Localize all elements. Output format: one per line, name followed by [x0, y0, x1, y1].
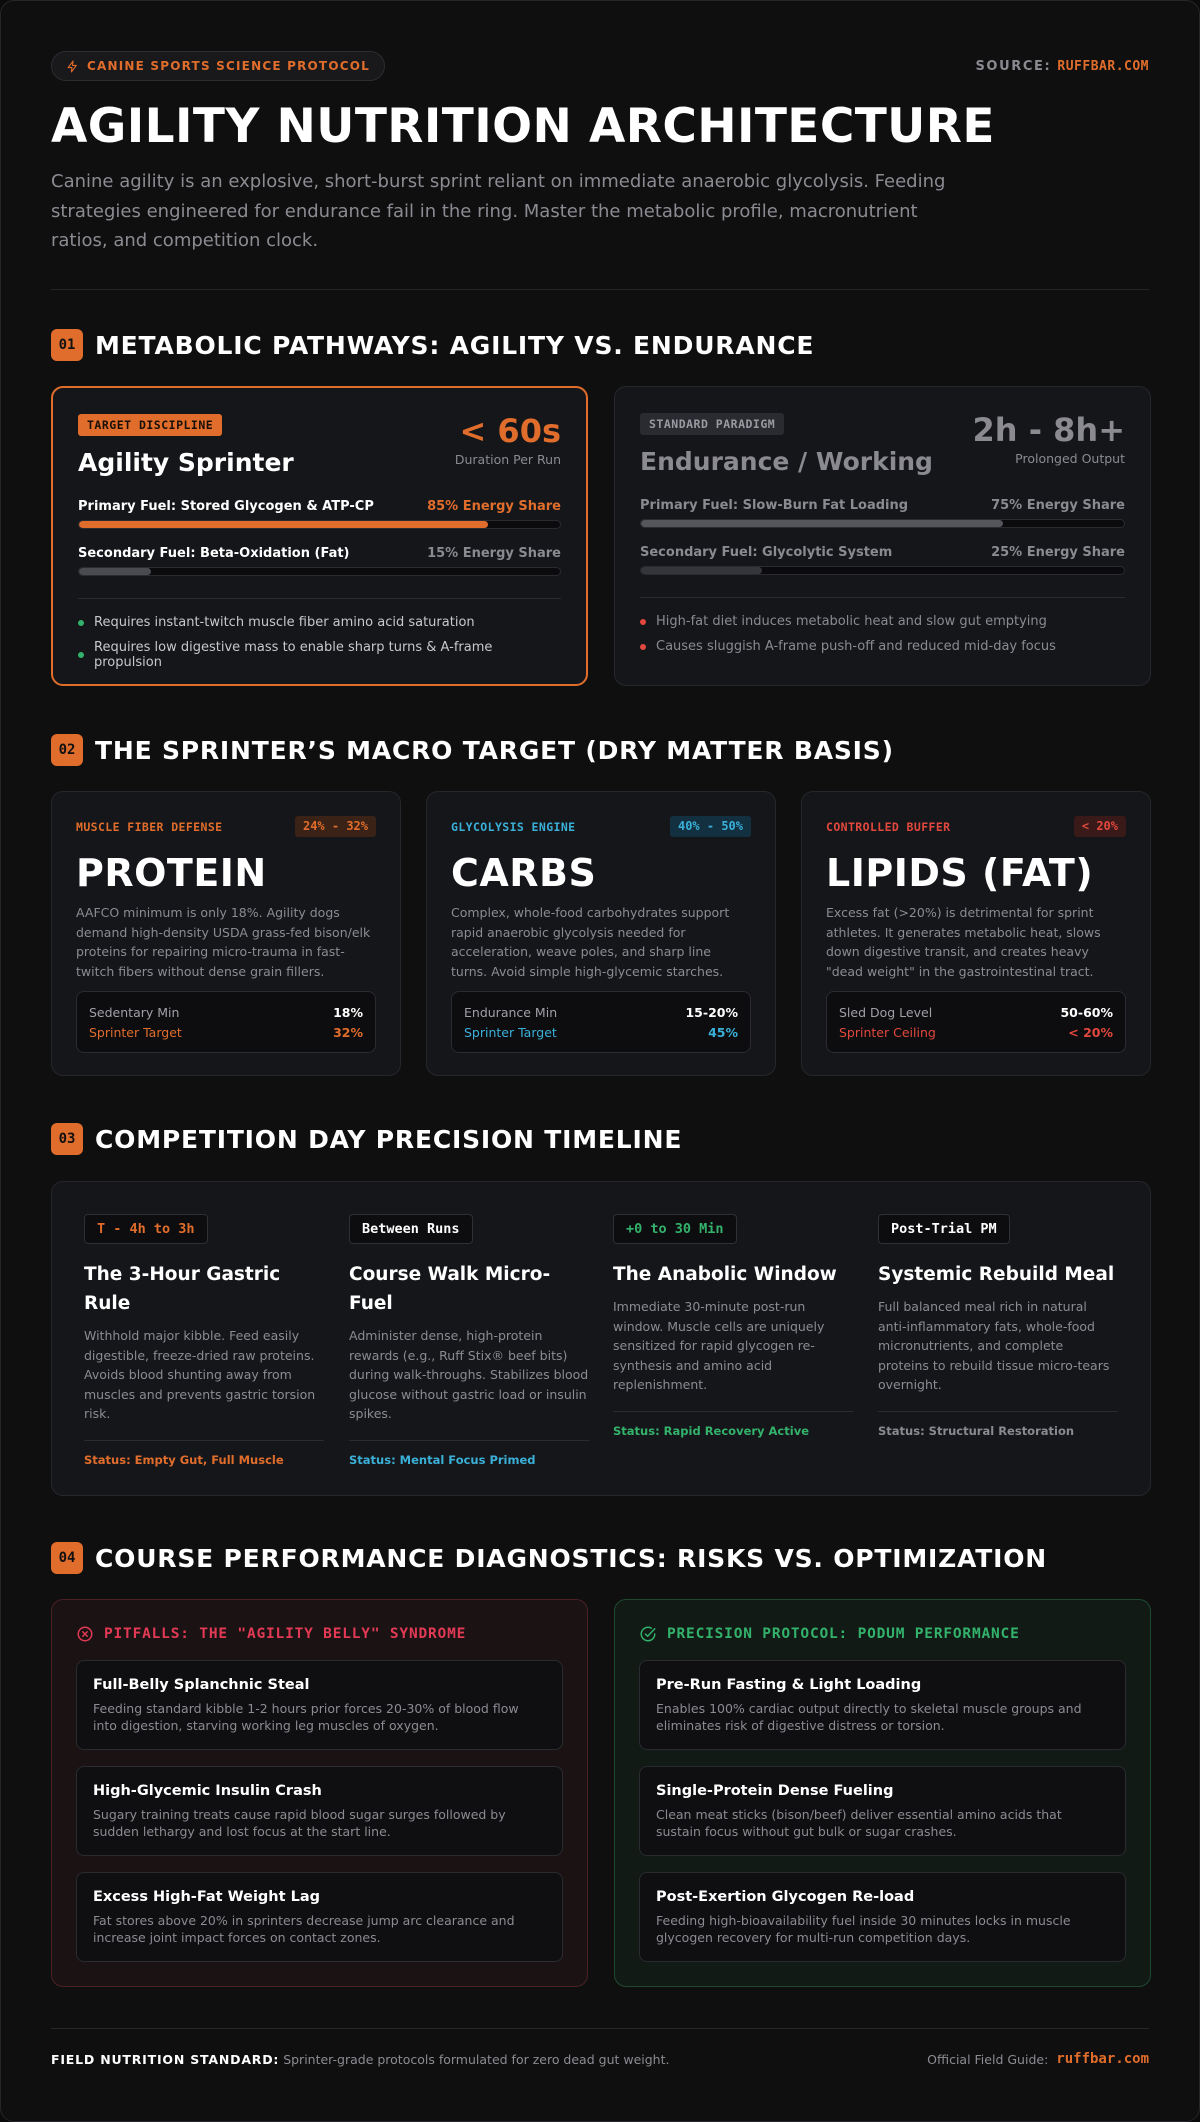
compare-value: 18% — [333, 1005, 363, 1020]
macro-compare-box — [76, 991, 376, 1053]
footer-guide — [927, 2051, 1149, 2067]
pitfall-description: Sugary training treats cause rapid blood sugar surges followed by sudden lethargy and lost focus at the start line. — [93, 1807, 506, 1839]
section-header-macros — [51, 734, 894, 766]
protocol-item-description: Feeding high-bioavailability fuel inside 30 minutes locks in muscle glycogen recovery for multi-run competition days. — [656, 1913, 1071, 1945]
protocol-item-title: Single-Protein Dense Fueling — [656, 1783, 894, 1799]
protocol-header — [639, 1622, 1126, 1646]
fuel-label: Primary Fuel: Slow-Burn Fat Loading — [640, 498, 909, 513]
pathway-stat-label: Duration Per Run — [454, 452, 561, 467]
timeline-time-badge: Between Runs — [349, 1214, 473, 1244]
macro-label: MUSCLE FIBER DEFENSE — [76, 819, 223, 834]
protocol-item-description: Enables 100% cardiac output directly to skeletal muscle groups and eliminates risk of digestive distress or torsion. — [656, 1701, 1082, 1733]
timeline-time-badge: T - 4h to 3h — [84, 1214, 208, 1244]
eyebrow-badge — [51, 51, 385, 81]
pathway-divider — [78, 598, 561, 599]
protocol-item-title: Post-Exertion Glycogen Re-load — [656, 1889, 915, 1905]
macro-card-carbs — [426, 791, 776, 1076]
section-header-diagnostics — [51, 1542, 1047, 1574]
timeline-title: The Anabolic Window — [613, 1264, 837, 1285]
protocol-item-description: Clean meat sticks (bison/beef) deliver essential amino acids that sustain focus without gut bulk or sugar crashes. — [656, 1807, 1062, 1839]
section-title: METABOLIC PATHWAYS: AGILITY VS. ENDURANCE — [95, 330, 815, 360]
pathway-bullet — [640, 639, 1125, 654]
macro-name: CARBS — [451, 851, 597, 895]
bullet-dot — [640, 619, 646, 625]
timeline-divider — [878, 1411, 1118, 1412]
pathway-name: Agility Sprinter — [78, 448, 294, 477]
fuel-share: 85% Energy Share — [427, 499, 561, 514]
macro-range-badge: 40% - 50% — [670, 816, 751, 837]
target-label: Sprinter Ceiling — [839, 1025, 936, 1040]
footer — [51, 2051, 1149, 2067]
target-value: 32% — [333, 1025, 363, 1040]
macro-name: LIPIDS (FAT) — [826, 851, 1094, 895]
footer-brand-link[interactable]: ruffbar.com — [1056, 2051, 1149, 2067]
fuel-secondary — [78, 546, 561, 576]
section-title: COURSE PERFORMANCE DIAGNOSTICS: RISKS VS. OPTIMIZATION — [95, 1543, 1047, 1573]
source-link[interactable]: RUFFBAR.COM — [1057, 58, 1149, 74]
bullet-text: Requires instant-twitch muscle fiber amino acid saturation — [94, 615, 475, 630]
protocol-panel — [614, 1599, 1151, 1987]
protocol-item — [639, 1766, 1126, 1856]
fuel-bar-fill — [641, 567, 762, 574]
protocol-item — [639, 1660, 1126, 1750]
compare-label: Sedentary Min — [89, 1005, 180, 1020]
timeline-step — [349, 1214, 589, 1467]
macro-label: GLYCOLYSIS ENGINE — [451, 819, 576, 834]
compare-label: Endurance Min — [464, 1005, 558, 1020]
pathway-stat — [973, 411, 1125, 466]
target-value: 45% — [708, 1025, 738, 1040]
macro-compare-box — [826, 991, 1126, 1053]
protocol-title: PRECISION PROTOCOL: PODUM PERFORMANCE — [667, 1626, 1020, 1642]
macro-label: CONTROLLED BUFFER — [826, 819, 951, 834]
pitfalls-title: PITFALLS: THE "AGILITY BELLY" SYNDROME — [104, 1626, 467, 1642]
pitfall-title: Full-Belly Splanchnic Steal — [93, 1677, 310, 1693]
section-title: COMPETITION DAY PRECISION TIMELINE — [95, 1124, 683, 1154]
fuel-share: 25% Energy Share — [991, 545, 1125, 560]
pathway-tag: STANDARD PARADIGM — [640, 413, 784, 435]
competition-timeline — [51, 1181, 1151, 1496]
pathway-divider — [640, 597, 1125, 598]
bullet-dot — [78, 652, 84, 658]
macro-card-protein — [51, 791, 401, 1076]
macro-description: Excess fat (>20%) is detrimental for sprint athletes. It generates metabolic heat, slows down digestive transit, and creates heavy "dead weight" in the gastrointestinal tract. — [826, 905, 1101, 979]
fuel-bar — [78, 567, 561, 576]
fuel-label: Secondary Fuel: Beta-Oxidation (Fat) — [78, 546, 350, 561]
macro-description: AAFCO minimum is only 18%. Agility dogs demand high-density USDA grass-fed bison/elk proteins for repairing micro-trauma in fast-twitch fibers without dense grain fillers. — [76, 905, 371, 979]
pitfall-title: High-Glycemic Insulin Crash — [93, 1783, 322, 1799]
macro-range-badge: 24% - 32% — [295, 816, 376, 837]
timeline-time-badge: +0 to 30 Min — [613, 1214, 737, 1244]
footer-standard — [51, 2052, 669, 2067]
source-label: SOURCE: — [975, 58, 1052, 74]
timeline-status: Status: Mental Focus Primed — [349, 1452, 536, 1467]
timeline-divider — [84, 1440, 324, 1441]
protocol-item — [639, 1872, 1126, 1962]
timeline-title: The 3-Hour Gastric Rule — [84, 1264, 281, 1314]
fuel-secondary — [640, 545, 1125, 575]
target-value: < 20% — [1068, 1025, 1113, 1040]
pathway-stat — [455, 412, 561, 467]
fuel-primary — [640, 498, 1125, 528]
check-circle-icon — [639, 1625, 657, 1643]
bullet-dot — [78, 620, 84, 626]
timeline-status: Status: Empty Gut, Full Muscle — [84, 1452, 284, 1467]
pathway-card-endurance — [614, 386, 1151, 686]
target-label: Sprinter Target — [464, 1025, 557, 1040]
eyebrow-label: CANINE SPORTS SCIENCE PROTOCOL — [87, 59, 370, 73]
fuel-bar-fill — [79, 568, 151, 575]
pitfall-title: Excess High-Fat Weight Lag — [93, 1889, 321, 1905]
pathway-bullet — [78, 640, 561, 670]
footer-guide-label: Official Field Guide: — [927, 2051, 1049, 2067]
timeline-status: Status: Rapid Recovery Active — [613, 1423, 809, 1438]
pitfall-item — [76, 1872, 563, 1962]
footer-label: FIELD NUTRITION STANDARD: — [51, 2051, 280, 2067]
section-title: THE SPRINTER’S MACRO TARGET (DRY MATTER BASIS) — [95, 735, 894, 765]
macro-compare-box — [451, 991, 751, 1053]
fuel-label: Secondary Fuel: Glycolytic System — [640, 545, 893, 560]
fuel-bar-fill — [641, 520, 1003, 527]
source-credit — [975, 59, 1149, 74]
pitfall-item — [76, 1766, 563, 1856]
macro-description: Complex, whole-food carbohydrates support rapid anaerobic glycolysis needed for acceleration, weave poles, and sharp line turns. Avoid simple high-glycemic starches. — [451, 905, 730, 979]
x-circle-icon — [76, 1625, 94, 1643]
fuel-bar — [78, 520, 561, 529]
compare-label: Sled Dog Level — [839, 1005, 933, 1020]
pitfall-description: Feeding standard kibble 1-2 hours prior forces 20-30% of blood flow into digestion, starving working leg muscles of oxygen. — [93, 1701, 519, 1733]
timeline-step — [84, 1214, 324, 1467]
bullet-text: Causes sluggish A-frame push-off and reduced mid-day focus — [656, 639, 1056, 654]
pathway-bullet — [78, 615, 561, 630]
pitfalls-header — [76, 1622, 563, 1646]
target-label: Sprinter Target — [89, 1025, 182, 1040]
fuel-bar — [640, 566, 1125, 575]
protocol-item-title: Pre-Run Fasting & Light Loading — [656, 1677, 922, 1693]
section-number: 01 — [51, 329, 83, 361]
footer-text: Sprinter-grade protocols formulated for zero dead gut weight. — [283, 2051, 670, 2067]
pitfall-item — [76, 1660, 563, 1750]
timeline-description: Withhold major kibble. Feed easily digestible, freeze-dried raw proteins. Avoids blood shunting away from muscles and prevents gastric torsion risk. — [84, 1328, 316, 1421]
fuel-bar — [640, 519, 1125, 528]
footer-divider — [51, 2028, 1149, 2029]
timeline-divider — [349, 1440, 589, 1441]
bullet-dot — [640, 644, 646, 650]
macro-range-badge: < 20% — [1074, 816, 1126, 837]
bolt-icon — [66, 60, 79, 73]
pathway-tag: TARGET DISCIPLINE — [78, 414, 222, 436]
section-header-timeline — [51, 1123, 682, 1155]
compare-value: 15-20% — [685, 1005, 738, 1020]
timeline-time-badge: Post-Trial PM — [878, 1214, 1010, 1244]
timeline-description: Immediate 30-minute post-run window. Muscle cells are uniquely sensitized for rapid glycogen re-synthesis and amino acid replenishment. — [613, 1299, 825, 1392]
pathway-name: Endurance / Working — [640, 447, 933, 476]
timeline-title: Systemic Rebuild Meal — [878, 1264, 1115, 1285]
section-number: 03 — [51, 1123, 83, 1155]
fuel-bar-fill — [79, 521, 488, 528]
timeline-description: Administer dense, high-protein rewards (e.g., Ruff Stix® beef bits) during walk-throughs. Stabilizes blood glucose without gastric load or insulin spikes. — [349, 1328, 589, 1421]
fuel-primary — [78, 499, 561, 529]
fuel-share: 75% Energy Share — [991, 498, 1125, 513]
bullet-text: High-fat diet induces metabolic heat and slow gut emptying — [656, 614, 1047, 629]
page-lede: Canine agility is an explosive, short-burst sprint reliant on immediate anaerobic glycolysis. Feeding strategies engineered for endurance fail in the ring. Master the metabolic profile, macronutrient ratios, and competition clock. — [51, 171, 946, 251]
fuel-label: Primary Fuel: Stored Glycogen & ATP-CP — [78, 499, 374, 514]
page-title: AGILITY NUTRITION ARCHITECTURE — [51, 99, 995, 154]
section-number: 02 — [51, 734, 83, 766]
header-divider — [51, 289, 1149, 290]
bullet-text: Requires low digestive mass to enable sharp turns & A-frame propulsion — [94, 640, 493, 670]
section-header-metabolic — [51, 329, 814, 361]
pathway-stat-value: 2h - 8h+ — [972, 411, 1125, 449]
timeline-status: Status: Structural Restoration — [878, 1423, 1075, 1438]
pathway-stat-value: < 60s — [459, 412, 561, 450]
pathway-card-agility — [51, 386, 588, 686]
pitfalls-panel — [51, 1599, 588, 1987]
pathway-stat-label: Prolonged Output — [1015, 451, 1125, 466]
macro-name: PROTEIN — [76, 851, 267, 895]
compare-value: 50-60% — [1060, 1005, 1113, 1020]
fuel-share: 15% Energy Share — [427, 546, 561, 561]
macro-card-lipids — [801, 791, 1151, 1076]
timeline-step — [878, 1214, 1118, 1438]
header-top — [51, 51, 1149, 81]
timeline-description: Full balanced meal rich in natural anti-inflammatory fats, whole-food micronutrients, and complete proteins to rebuild tissue micro-tears overnight. — [878, 1299, 1110, 1392]
timeline-title: Course Walk Micro-Fuel — [349, 1264, 551, 1314]
section-number: 04 — [51, 1542, 83, 1574]
timeline-step — [613, 1214, 853, 1438]
pathway-bullet — [640, 614, 1125, 629]
pitfall-description: Fat stores above 20% in sprinters decrease jump arc clearance and increase joint impact forces on contact zones. — [93, 1913, 515, 1945]
timeline-divider — [613, 1411, 853, 1412]
